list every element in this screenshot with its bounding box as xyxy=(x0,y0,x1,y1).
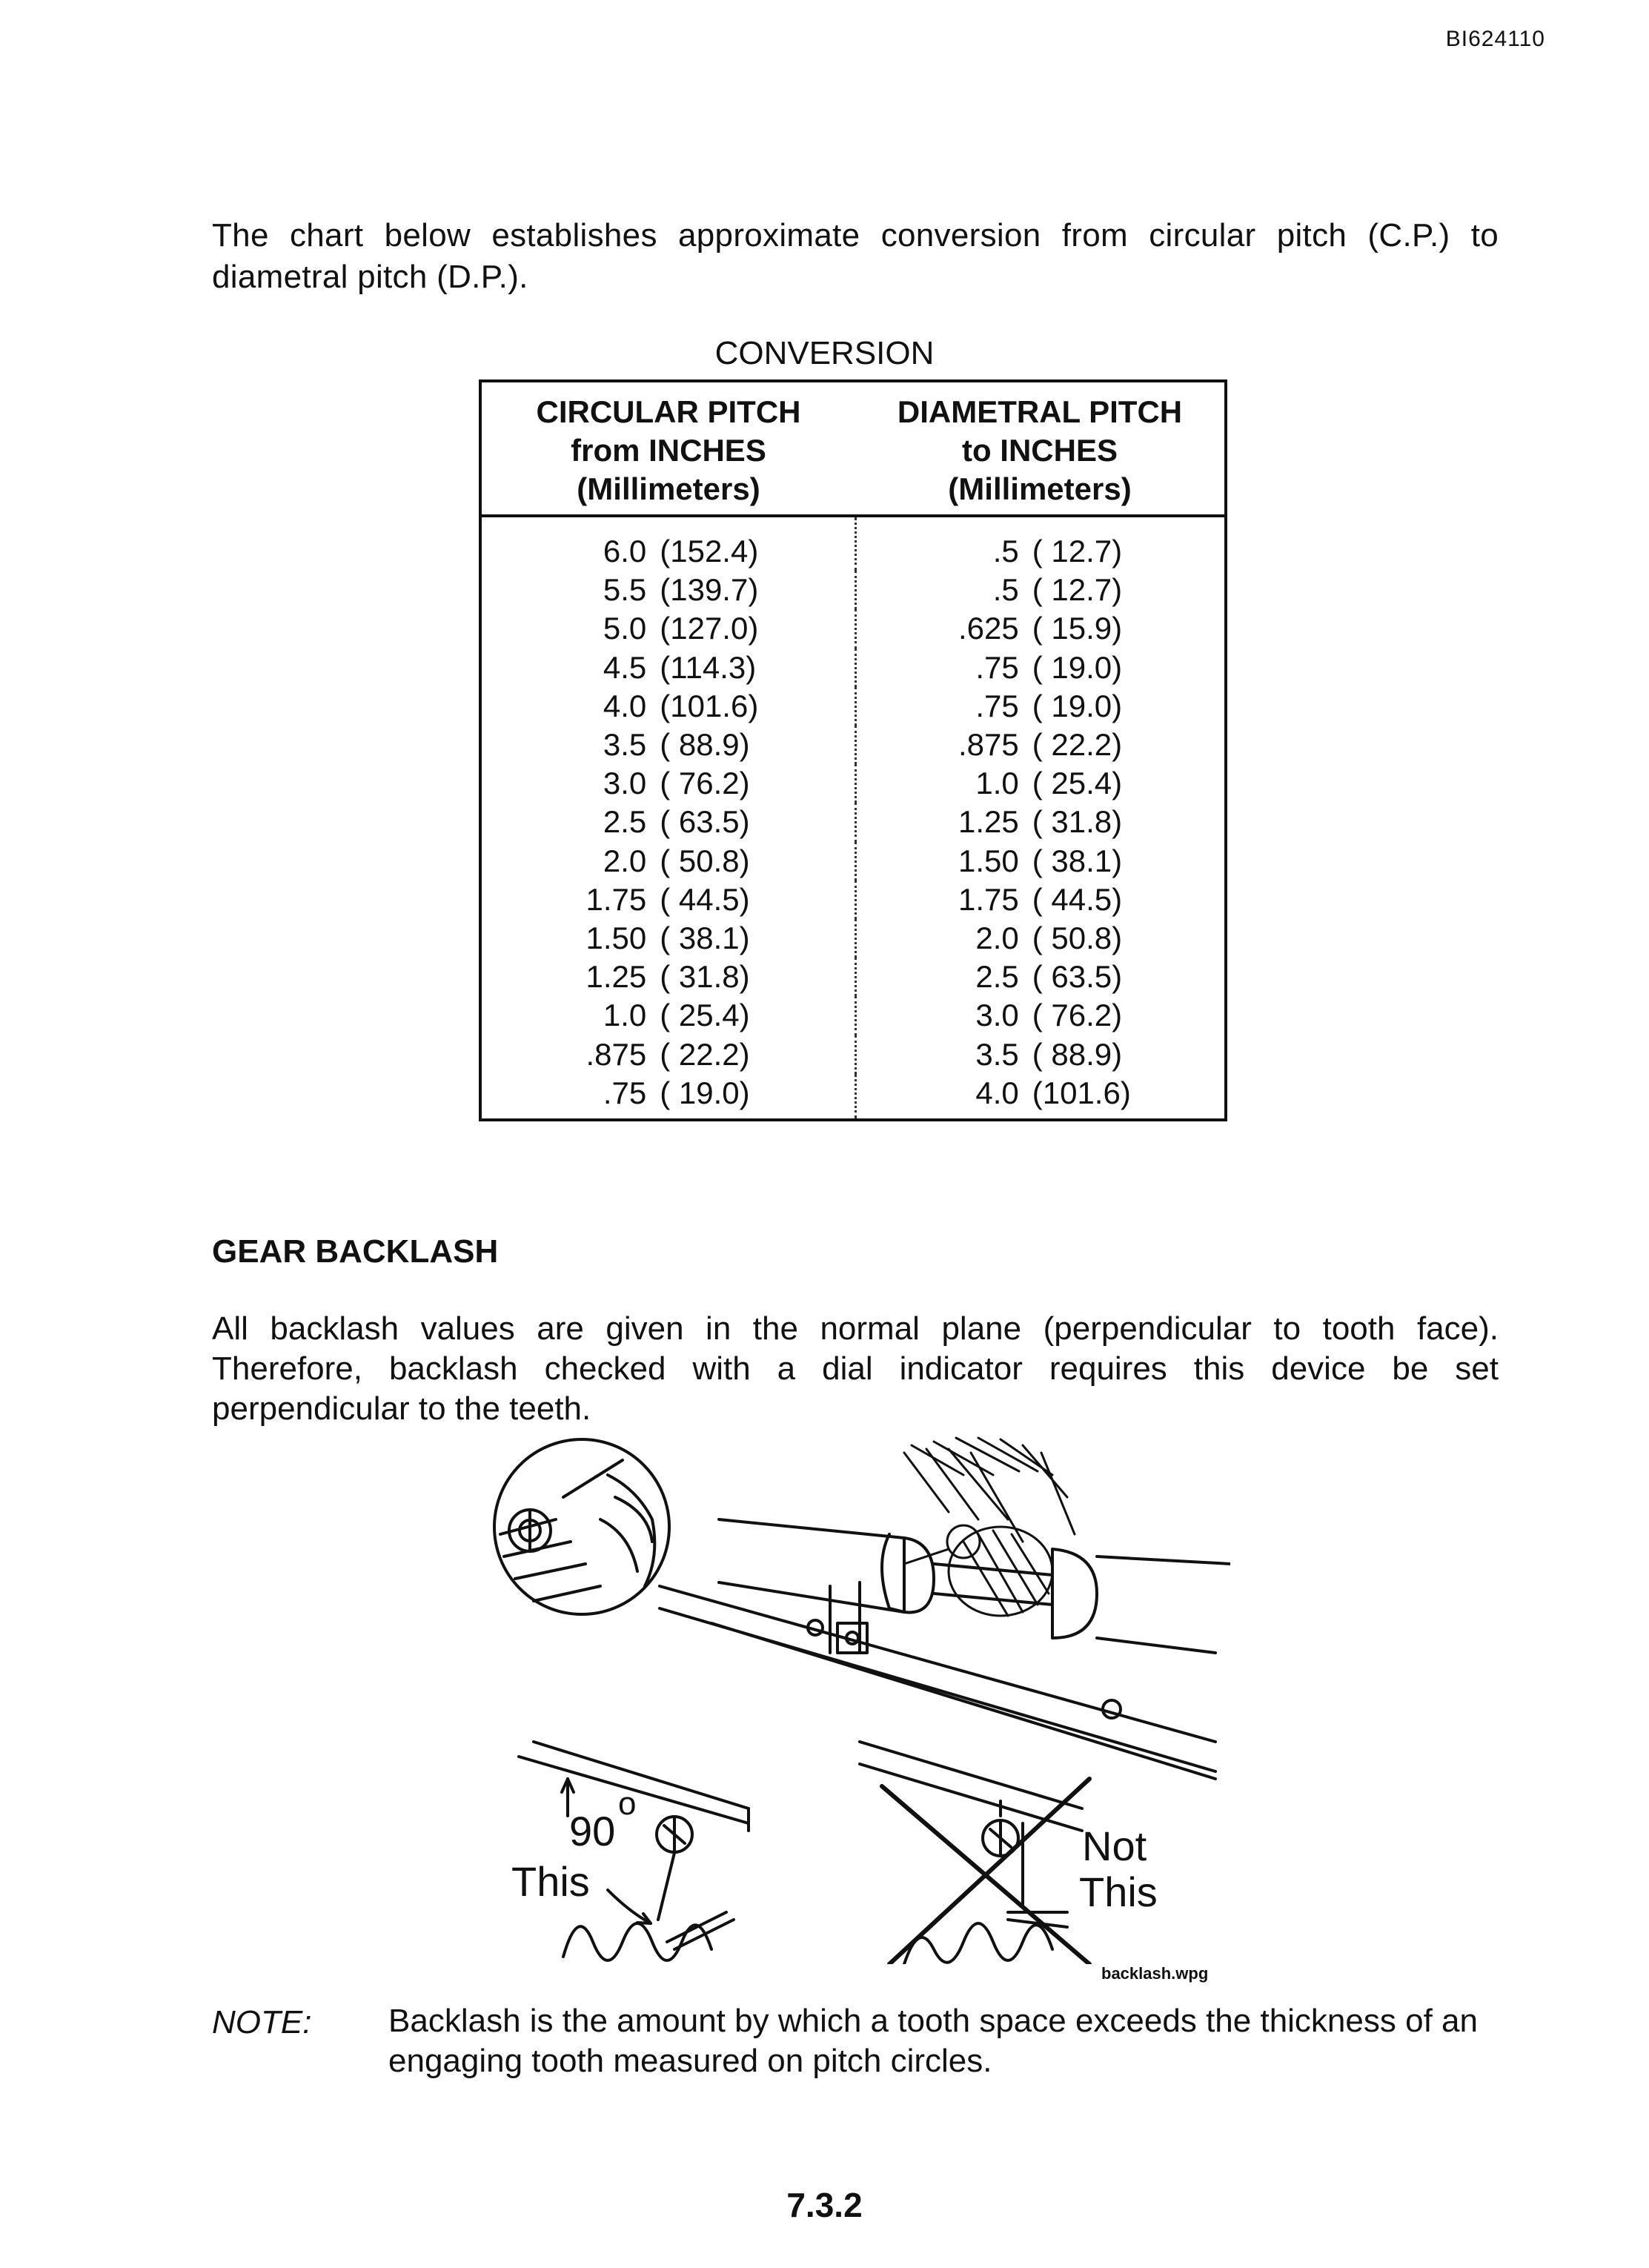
circular-pitch-inches: 2.0 xyxy=(603,843,647,878)
diametral-pitch-millimeters: ( 25.4) xyxy=(1032,766,1123,801)
backlash-paragraph: All backlash values are given in the normal plane (perpendicular to tooth face). Therefore, backlash checked with a dial indicator requires this device be set perpendicular to the teeth. xyxy=(212,1310,1499,1427)
circular-pitch-millimeters: ( 22.2) xyxy=(660,1036,750,1072)
ring-gear-drawing xyxy=(904,1438,1075,1542)
diametral-pitch-cell xyxy=(855,842,1226,881)
table-row xyxy=(480,764,1226,803)
circular-pitch-cell xyxy=(480,726,855,764)
diametral-pitch-inches: .875 xyxy=(958,727,1019,763)
correct-setup-drawing xyxy=(519,1742,749,1960)
diametral-pitch-millimeters: ( 12.7) xyxy=(1032,572,1123,608)
table-row xyxy=(480,958,1226,996)
detail-magnifier-drawing xyxy=(494,1439,669,1614)
circular-pitch-inches: 1.50 xyxy=(585,921,647,956)
angle-label: 90 xyxy=(569,1808,616,1854)
note-text: Backlash is the amount by which a tooth space exceeds the thickness of an engaging tooth measured on pitch circles. xyxy=(388,2003,1478,2079)
circular-pitch-inches: 5.5 xyxy=(603,572,647,608)
diametral-pitch-millimeters: ( 19.0) xyxy=(1032,649,1123,685)
circular-pitch-inches: 4.0 xyxy=(603,688,647,723)
diametral-pitch-millimeters: ( 63.5) xyxy=(1032,959,1123,995)
diametral-pitch-cell xyxy=(855,919,1226,958)
circular-pitch-millimeters: (114.3) xyxy=(660,649,757,685)
circular-pitch-cell xyxy=(480,1035,855,1074)
circular-pitch-inches: 5.0 xyxy=(603,611,647,646)
table-row xyxy=(480,1035,1226,1074)
circular-pitch-inches: 1.75 xyxy=(585,881,647,917)
intro-paragraph: The chart below establishes approximate conversion from circular pitch (C.P.) to diametral pitch (D.P.). xyxy=(212,217,1499,295)
diametral-pitch-inches: 1.75 xyxy=(958,881,1019,917)
diametral-pitch-millimeters: ( 76.2) xyxy=(1032,998,1123,1033)
diametral-pitch-millimeters: ( 22.2) xyxy=(1032,727,1123,763)
header-line: to INCHES xyxy=(962,433,1118,468)
diametral-pitch-cell xyxy=(855,571,1226,609)
table-row xyxy=(480,996,1226,1035)
circular-pitch-cell xyxy=(480,764,855,803)
circular-pitch-millimeters: ( 88.9) xyxy=(660,727,750,763)
not-this-label: This xyxy=(1079,1869,1158,1915)
diametral-pitch-millimeters: ( 38.1) xyxy=(1032,843,1123,878)
table-row xyxy=(480,803,1226,841)
diametral-pitch-inches: 2.5 xyxy=(975,959,1019,995)
circular-pitch-millimeters: ( 76.2) xyxy=(660,766,750,801)
diametral-pitch-inches: 4.0 xyxy=(975,1075,1019,1110)
degree-symbol: o xyxy=(618,1785,637,1822)
table-row xyxy=(480,649,1226,687)
circular-pitch-inches: .875 xyxy=(585,1036,647,1072)
diametral-pitch-cell xyxy=(855,649,1226,687)
diametral-pitch-inches: 1.25 xyxy=(958,804,1019,840)
circular-pitch-millimeters: ( 38.1) xyxy=(660,921,750,956)
diametral-pitch-cell xyxy=(855,958,1226,996)
circular-pitch-cell xyxy=(480,919,855,958)
diametral-pitch-millimeters: ( 12.7) xyxy=(1032,534,1123,568)
header-line: (Millimeters) xyxy=(577,471,760,506)
circular-pitch-inches: .75 xyxy=(603,1075,647,1110)
circular-pitch-cell xyxy=(480,687,855,726)
circular-pitch-millimeters: (139.7) xyxy=(660,572,759,608)
circular-pitch-inches: 1.25 xyxy=(585,959,647,995)
circular-pitch-millimeters: ( 19.0) xyxy=(660,1075,750,1110)
backlash-illustration xyxy=(489,1430,1230,1964)
figure-filename: backlash.wpg xyxy=(1101,1964,1209,1983)
diametral-pitch-inches: .75 xyxy=(975,688,1019,723)
table-row xyxy=(480,687,1226,726)
diametral-pitch-inches: 1.0 xyxy=(975,766,1019,801)
circular-pitch-millimeters: ( 50.8) xyxy=(660,843,750,878)
circular-pitch-inches: 1.0 xyxy=(603,998,647,1033)
this-label: This xyxy=(511,1858,590,1905)
circular-pitch-inches: 2.5 xyxy=(603,804,647,840)
table-row xyxy=(480,881,1226,919)
diametral-pitch-millimeters: ( 88.9) xyxy=(1032,1036,1123,1072)
diametral-pitch-inches: .5 xyxy=(992,534,1019,568)
table-title: CONVERSION xyxy=(714,335,935,371)
header-line: CIRCULAR PITCH xyxy=(536,394,801,429)
diametral-pitch-inches: .5 xyxy=(992,572,1019,608)
diametral-pitch-cell xyxy=(855,516,1226,571)
diametral-pitch-inches: .75 xyxy=(975,649,1019,685)
circular-pitch-millimeters: ( 31.8) xyxy=(660,959,750,995)
circular-pitch-millimeters: (127.0) xyxy=(660,611,759,646)
diametral-pitch-cell xyxy=(855,881,1226,919)
diametral-pitch-cell xyxy=(855,764,1226,803)
table-body xyxy=(480,516,1226,1120)
diametral-pitch-cell xyxy=(855,687,1226,726)
conversion-table xyxy=(479,379,1227,1121)
not-label: Not xyxy=(1082,1823,1147,1869)
diametral-pitch-inches: 3.5 xyxy=(975,1036,1019,1072)
diametral-pitch-cell xyxy=(855,726,1226,764)
table-row xyxy=(480,1074,1226,1120)
table-row xyxy=(480,842,1226,881)
diametral-pitch-cell xyxy=(855,1074,1226,1120)
circular-pitch-millimeters: ( 44.5) xyxy=(660,881,750,917)
table-header-row xyxy=(480,381,1226,516)
diametral-pitch-millimeters: ( 44.5) xyxy=(1032,881,1123,917)
incorrect-setup-drawing xyxy=(860,1742,1089,1964)
diametral-pitch-cell xyxy=(855,1035,1226,1074)
diametral-pitch-millimeters: (101.6) xyxy=(1032,1075,1131,1110)
table-row xyxy=(480,609,1226,648)
circular-pitch-inches: 6.0 xyxy=(603,534,647,568)
diametral-pitch-millimeters: ( 50.8) xyxy=(1032,921,1123,956)
section-heading: GEAR BACKLASH xyxy=(212,1233,499,1270)
circular-pitch-inches: 4.5 xyxy=(603,649,647,685)
diametral-pitch-millimeters: ( 15.9) xyxy=(1032,611,1123,646)
diametral-pitch-millimeters: ( 19.0) xyxy=(1032,688,1123,723)
header-line: DIAMETRAL PITCH xyxy=(897,394,1183,429)
diametral-pitch-inches: 1.50 xyxy=(958,843,1019,878)
circular-pitch-millimeters: ( 63.5) xyxy=(660,804,750,840)
diametral-pitch-cell xyxy=(855,803,1226,841)
diametral-pitch-inches: .625 xyxy=(958,611,1019,646)
circular-pitch-cell xyxy=(480,1074,855,1120)
circular-pitch-cell xyxy=(480,649,855,687)
circular-pitch-cell xyxy=(480,803,855,841)
diametral-pitch-cell xyxy=(855,996,1226,1035)
diametral-pitch-millimeters: ( 31.8) xyxy=(1032,804,1123,840)
page-number: 7.3.2 xyxy=(786,2186,863,2224)
circular-pitch-cell xyxy=(480,571,855,609)
circular-pitch-millimeters: ( 25.4) xyxy=(660,998,750,1033)
table-row xyxy=(480,919,1226,958)
circular-pitch-cell xyxy=(480,516,855,571)
header-line: (Millimeters) xyxy=(948,471,1132,506)
circular-pitch-inches: 3.5 xyxy=(603,727,647,763)
table-row xyxy=(480,516,1226,571)
gear-housing-drawing xyxy=(660,1519,1230,1779)
circular-pitch-cell xyxy=(480,609,855,648)
circular-pitch-cell xyxy=(480,958,855,996)
circular-pitch-millimeters: (101.6) xyxy=(660,688,759,723)
diametral-pitch-cell xyxy=(855,609,1226,648)
circular-pitch-cell xyxy=(480,881,855,919)
diametral-pitch-inches: 2.0 xyxy=(975,921,1019,956)
circular-pitch-cell xyxy=(480,996,855,1035)
diametral-pitch-inches: 3.0 xyxy=(975,998,1019,1033)
note-label: NOTE: xyxy=(212,2004,312,2040)
circular-pitch-cell xyxy=(480,842,855,881)
table-row xyxy=(480,726,1226,764)
header-line: from INCHES xyxy=(571,433,766,468)
table-row xyxy=(480,571,1226,609)
document-id: BI624110 xyxy=(1445,27,1545,51)
circular-pitch-inches: 3.0 xyxy=(603,766,647,801)
circular-pitch-millimeters: (152.4) xyxy=(660,534,759,568)
header-diametral-pitch xyxy=(855,381,1226,516)
header-circular-pitch xyxy=(480,381,855,516)
